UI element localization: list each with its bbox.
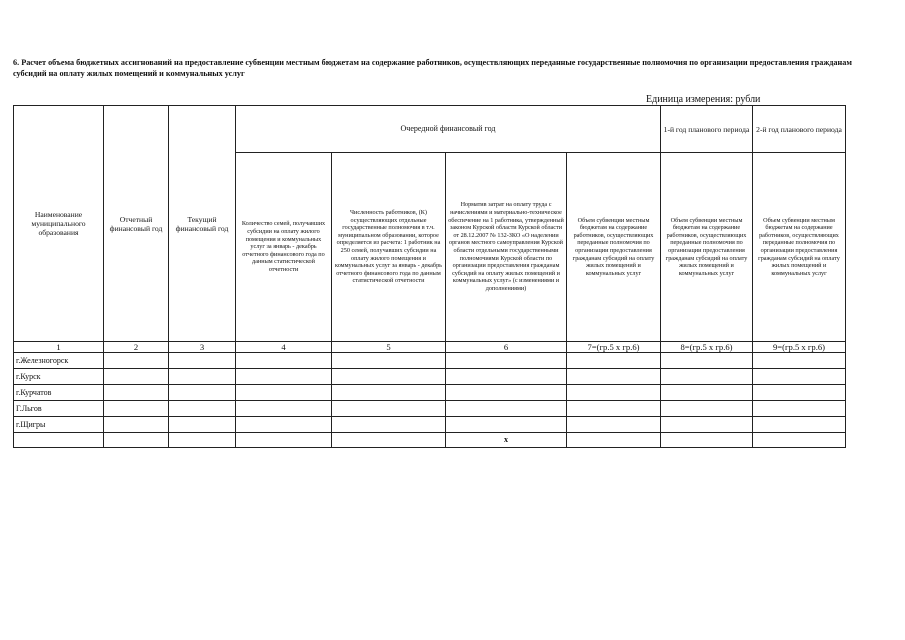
column-number: 7=(гр.5 х гр.6) <box>567 342 661 353</box>
municipality-name: г.Курчатов <box>14 385 104 401</box>
header-families-count: Количество семей, получавших субсидии на оплату жилого помещения и коммунальных услуг за январь - декабрь отчетного финансового года по данным статистической отчетности <box>236 153 332 342</box>
header-subvention-current: Объем субвенции местным бюджетам на содержание работников, осуществляющих переданные полномочия по организации предоставления гражданам субсидий на оплату жилых помещений и коммунальных услуг <box>567 153 661 342</box>
header-subvention-plan2: Объем субвенции местным бюджетам на содержание работников, осуществляющих переданные полномочия по организации предоставления гражданам субсидий на оплату жилых помещений и коммунальных услуг <box>753 153 846 342</box>
column-number: 9=(гр.5 х гр.6) <box>753 342 846 353</box>
table-row <box>14 401 846 417</box>
header-plan-year-2: 2-й год планового периода <box>753 106 846 153</box>
municipality-name: г.Железногорск <box>14 353 104 369</box>
unit-label: Единица измерения: рубли <box>646 94 761 105</box>
column-numbers-row <box>14 342 846 353</box>
header-next-financial-year: Очередной финансовый год <box>236 106 661 153</box>
total-row-mark: x <box>446 433 567 448</box>
column-number: 8=(гр.5 х гр.6) <box>661 342 753 353</box>
column-number: 1 <box>14 342 104 353</box>
header-current-year: Текущий финансовый год <box>169 106 236 342</box>
header-plan-year-1: 1-й год планового периода <box>661 106 753 153</box>
column-number: 6 <box>446 342 567 353</box>
column-number: 5 <box>332 342 446 353</box>
header-row-1 <box>14 106 846 153</box>
header-workers-count: Численность работников, (К) осуществляющих отдельные государственные полномочия в т.ч. муниципальном образовании, которое определяется из расчета: 1 работник на 250 семей, получавших субсидии на оплату жилого помещения и коммунальных услуг за январь - декабрь отчетного финансового года по данным статистической отчетности <box>332 153 446 342</box>
municipality-name: г.Курск <box>14 369 104 385</box>
header-reporting-year: Отчетный финансовый год <box>104 106 169 342</box>
header-cost-norm: Норматив затрат на оплату труда с начислениями и материально-техническое обеспечение на 1 работника, утвержденный законом Курской области Курской области от 28.12.2007 № 132-ЗКО «О наделении органов местного самоуправления Курской области отдельными государственными полномочиями Курской области по организации предоставления гражданам субсидий на оплату жилых помещений и коммунальных услуг» (с изменениями и дополнениями) <box>446 153 567 342</box>
total-row <box>14 433 846 448</box>
column-number: 2 <box>104 342 169 353</box>
column-number: 4 <box>236 342 332 353</box>
municipality-name: г.Щигры <box>14 417 104 433</box>
table-row <box>14 417 846 433</box>
document-heading: 6. Расчет объема бюджетных ассигнований на предоставление субвенции местным бюджетам на содержание работников, осуществляющих переданные государственные полномочия по организации предоставления гражданам субсидий на оплату жилых помещений и коммунальных услуг <box>13 58 852 78</box>
table-row <box>14 385 846 401</box>
municipality-name: Г.Льгов <box>14 401 104 417</box>
header-subvention-plan1: Объем субвенции местным бюджетам на содержание работников, осуществляющих переданные полномочия по организации предоставления гражданам субсидий на оплату жилых помещений и коммунальных услуг <box>661 153 753 342</box>
table-row <box>14 353 846 369</box>
budget-table <box>13 105 846 448</box>
table-row <box>14 369 846 385</box>
header-municipality: Наименование муниципального образования <box>14 106 104 342</box>
column-number: 3 <box>169 342 236 353</box>
